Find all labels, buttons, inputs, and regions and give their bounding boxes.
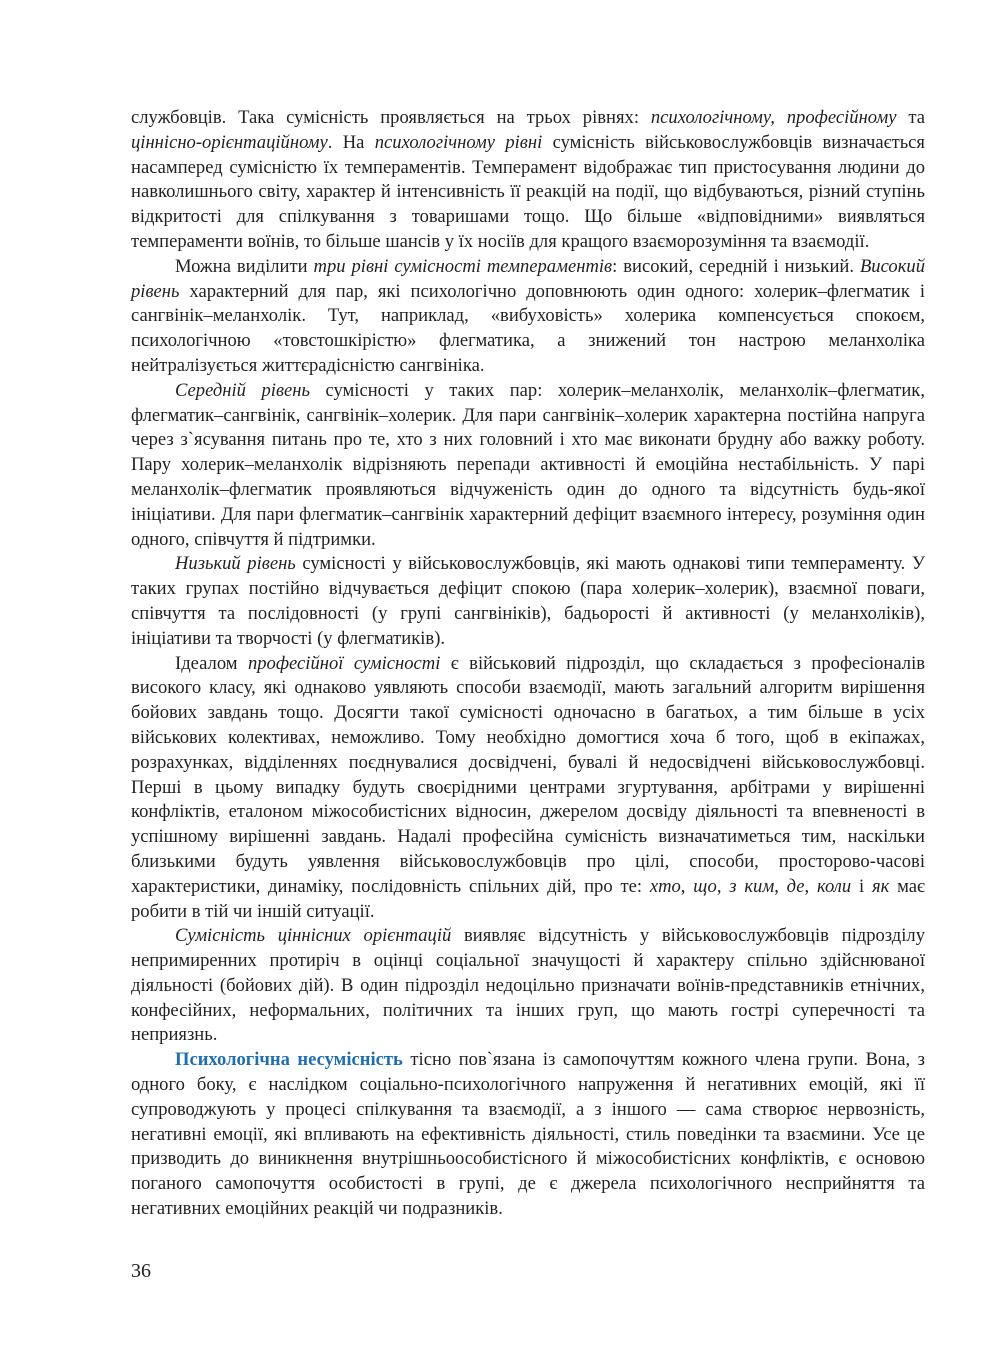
- text-run: має робити в тій чи іншій ситуації.: [131, 875, 926, 922]
- italic-phrase: психологічному, професійному: [650, 107, 897, 128]
- text-run: службовців. Така сумісність проявляється на трьох рівнях:: [131, 107, 651, 128]
- italic-phrase: ціннісно-орієнтаційному: [131, 131, 328, 153]
- paragraph-5: [131, 652, 925, 925]
- paragraph-6: [131, 924, 925, 1048]
- italic-phrase: Сумісність ціннісних орієнтацій: [175, 925, 452, 947]
- body-text: [131, 106, 925, 1222]
- italic-phrase: психологічному рівні: [374, 131, 543, 153]
- text-run: ,: [804, 875, 817, 897]
- text-run: ,: [716, 875, 730, 897]
- paragraph-7: [131, 1048, 925, 1222]
- text-run: ,: [774, 875, 787, 897]
- text-run: . На: [327, 131, 375, 153]
- italic-phrase: як: [872, 875, 890, 897]
- italic-phrase: з ким: [729, 875, 775, 897]
- highlighted-term: Психологічна несумісність: [175, 1049, 403, 1071]
- text-run: Можна виділити: [175, 255, 314, 277]
- italic-phrase: коли: [816, 875, 852, 897]
- text-run: сумісності у військовослужбовців, які мають однакові типи темпераменту. У таких групах постійно відчувається дефіцит спокою (пара холерик–холерик), взаємної поваги, співчуття та послідовності (у групі сангвініків), бадьорості й активності (у меланхоліків), ініціативи та творчості (у флегматиків).: [131, 553, 925, 649]
- italic-phrase: професійної сумісності: [247, 652, 441, 674]
- text-run: тісно пов`язана із самопочуттям кожного члена групи. Вона, з одного боку, є наслідком соціально-психологічного напруження й негативних емоцій, які її супроводжують у процесі спілкування та взаємодії, а з іншого — сама створює нервозність, негативні емоції, які впливають на ефективність діяльності, стиль поведінки та взаємини. Усе це призводить до виникнення внутрішньоособистісного й міжособистісних конфліктів, є основою поганого самопочуття особистості в групі, де є джерела психологічного несприйняття та негативних емоційних реакцій чи подразників.: [131, 1049, 925, 1220]
- text-run: є військовий підрозділ, що складається з професіоналів високого класу, які однаково уявляють способи взаємодії, мають загальний алгоритм вирішення бойових завдань тощо. Досягти такої сумісності одночасно в багатьох, а тим більше в усіх військових колективах, неможливо. Тому необхідно домогтися хоча б того, щоб в екіпажах, розрахунках, відділеннях поєднувалися досвідчені, бувалі й недосвідчені військовослужбовці. Перші в цьому випадку будуть своєрідними центрами згуртування, арбітрами у вирішенні конфліктів, еталоном міжособистісних відносин, джерелом досвіду діяльності та впевненості в успішному вирішенні завдань. Надалі професійна сумісність визначатиметься тим, наскільки близькими будуть уявлення військовослужбовців про цілі, способи, просторово-часові характеристики, динаміку, послідовність спільних дій, про те:: [131, 652, 926, 897]
- text-run: характерний для пар, які психологічно доповнюють один одного: холерик–флегматик і сангвінік–меланхолік. Тут, наприклад, «вибуховість» холерика компенсується спокоєм, психологічною «товстошкірістю» флегматика, а знижений тон настрою меланхоліка нейтралізується життєрадісністю сангвініка.: [131, 280, 925, 376]
- text-run: Ідеалом: [175, 652, 248, 674]
- page-number: 36: [131, 1260, 151, 1282]
- text-run: сумісності у таких пар: холерик–меланхолік, меланхолік–флегматик, флегматик–сангвінік, сангвінік–холерик. Для пари сангвінік–холерик характерна постійна напруга через з`ясування питань про те, хто з них головний і хто має виконати брудну або важку роботу. Пару холерик–меланхолік відрізняють перепади активності й емоційна нестабільність. У парі меланхолік–флегматик проявляються відчуженість один до одного та відсутність будь-якої ініціативи. Для пари флегматик–сангвінік характерний дефіцит взаємного інтересу, розуміння один одного, співчуття й підтримки.: [131, 379, 925, 550]
- paragraph-3: [131, 379, 925, 553]
- italic-phrase: Високий рівень: [131, 255, 925, 302]
- paragraph-4: [131, 552, 925, 651]
- italic-phrase: Середній рівень: [175, 379, 310, 401]
- italic-phrase: хто: [649, 875, 681, 897]
- italic-phrase: що: [693, 875, 717, 897]
- text-run: та: [896, 107, 925, 128]
- text-run: ,: [680, 875, 694, 897]
- italic-phrase: три рівні сумісності темпераментів: [313, 255, 613, 277]
- paragraph-2: [131, 255, 925, 379]
- text-run: сумісність військовослужбовців визначається насамперед сумісністю їх темпераментів. Темперамент відображає тип пристосування людини до навколишнього світу, характер й інтенсивність її реакцій на події, що відбуваються, різний ступінь відкритості для спілкування з товаришами тощо. Що більше «відповідними» виявляться темпераменти воїнів, то більше шансів у їх носіїв для кращого взаєморозуміння та взаємодії.: [131, 131, 925, 252]
- text-run: : високий, середній і низький.: [612, 255, 860, 277]
- text-run: виявляє відсутність у військовослужбовців підрозділу непримиренних протиріч в оцінці соціальної значущості й характеру спільно здійснюваної діяльності (бойових дій). В один підрозділ недоцільно призначати воїнів-представників етнічних, конфесійних, неформальних, політичних та інших груп, що мають гострі суперечності та неприязнь.: [131, 925, 925, 1046]
- italic-phrase: де: [786, 875, 805, 897]
- paragraph-1: [131, 106, 925, 255]
- italic-phrase: Низький рівень: [175, 553, 296, 575]
- text-run: і: [851, 875, 872, 897]
